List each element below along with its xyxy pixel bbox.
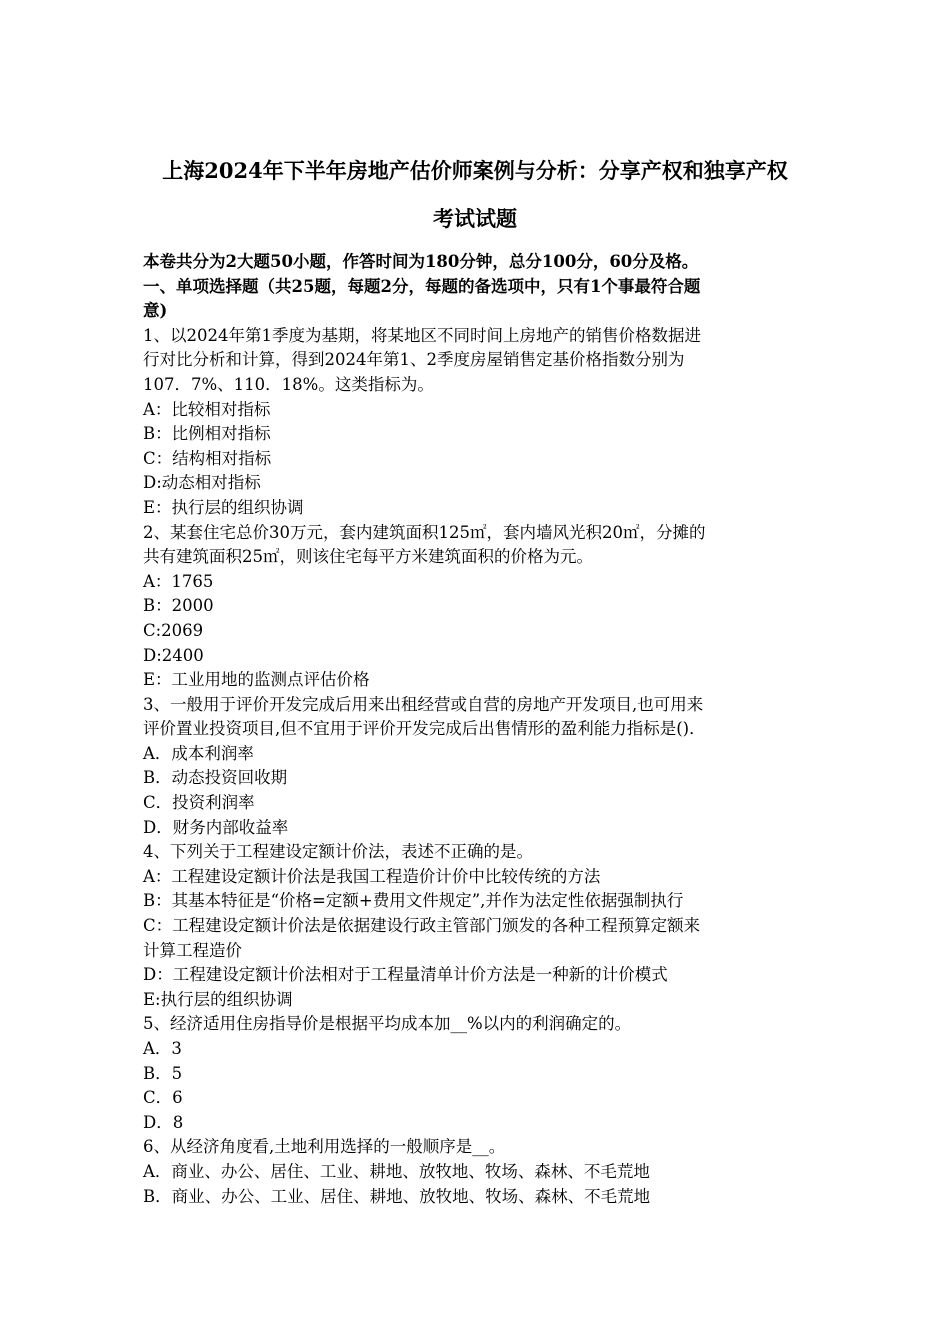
question-1-stem: 107．7%、110．18%。这类指标为。 xyxy=(143,374,434,394)
question-4-option-b: B：其基本特征是“价格=定额+费用文件规定”,并作为法定性依据强制执行 xyxy=(143,891,684,911)
question-1-option-b: B：比例相对指标 xyxy=(143,424,271,444)
question-4-option-a: A：工程建设定额计价法是我国工程造价计价中比较传统的方法 xyxy=(143,866,601,886)
question-2-option-a: A：1765 xyxy=(143,571,214,591)
question-2-stem: 2、某套住宅总价30万元，套内建筑面积125㎡，套内墙风光积20㎡，分摊的 xyxy=(143,522,706,542)
question-5-stem: 5、经济适用住房指导价是根据平均成本加__%以内的利润确定的。 xyxy=(143,1014,632,1034)
question-3-stem: 3、一般用于评价开发完成后用来出租经营或自营的房地产开发项目,也可用来 xyxy=(143,694,704,714)
question-4-option-c: C：工程建设定额计价法是依据建设行政主管部门颁发的各种工程预算定额来 xyxy=(143,916,701,936)
question-6-option-a: A．商业、办公、居住、工业、耕地、放牧地、牧场、森林、不毛荒地 xyxy=(143,1161,650,1181)
question-5-option-a: A．3 xyxy=(143,1039,182,1058)
question-4-option-d: D：工程建设定额计价法相对于工程量清单计价方法是一种新的计价模式 xyxy=(143,965,668,985)
question-3-option-b: B．动态投资回收期 xyxy=(143,768,288,788)
question-3-option-c: C．投资利润率 xyxy=(143,793,255,813)
question-5-option-c: C．6 xyxy=(143,1088,183,1108)
question-3-option-a: A．成本利润率 xyxy=(143,743,254,763)
question-5-option-b: B．5 xyxy=(143,1063,183,1083)
question-3-option-d: D．财务内部收益率 xyxy=(143,817,289,837)
question-2-stem: 共有建筑面积25㎡，则该住宅每平方米建筑面积的价格为元。 xyxy=(143,547,593,567)
question-1-option-a: A：比较相对指标 xyxy=(143,399,271,419)
section-heading: 一、单项选择题（共25题，每题2分，每题的备选项中，只有1个事最符合题 xyxy=(143,276,701,296)
document-body xyxy=(143,250,813,1209)
question-5-option-d: D．8 xyxy=(143,1112,184,1132)
section-heading-line2: 意) xyxy=(143,301,168,321)
question-1-stem: 行对比分析和计算，得到2024年第1、2季度房屋销售定基价格指数分别为 xyxy=(143,350,685,370)
document-title: 上海2024年下半年房地产估价师案例与分析：分享产权和独享产权 xyxy=(162,158,788,183)
question-6-option-b: B．商业、办公、工业、居住、耕地、放牧地、牧场、森林、不毛荒地 xyxy=(143,1186,651,1206)
question-1-option-e: E：执行层的组织协调 xyxy=(143,497,304,517)
question-1-option-c: C：结构相对指标 xyxy=(143,448,272,468)
question-2-option-b: B：2000 xyxy=(143,596,214,616)
question-4-stem: 4、下列关于工程建设定额计价法，表述不正确的是。 xyxy=(143,842,533,862)
question-2-option-d: D:2400 xyxy=(143,645,204,665)
question-1-stem: 1、以2024年第1季度为基期，将某地区不同时间上房地产的销售价格数据进 xyxy=(143,325,701,345)
exam-intro: 本卷共分为2大题50小题，作答时间为180分钟，总分100分，60分及格。 xyxy=(143,252,699,271)
document-title-line2: 考试试题 xyxy=(433,206,517,231)
question-4-option-c-continued: 计算工程造价 xyxy=(143,940,242,960)
question-4-option-e: E:执行层的组织协调 xyxy=(143,989,293,1009)
question-6-stem: 6、从经济角度看,土地利用选择的一般顺序是__。 xyxy=(143,1137,506,1157)
question-1-option-d: D:动态相对指标 xyxy=(143,473,261,493)
question-2-option-e: E：工业用地的监测点评估价格 xyxy=(143,670,370,690)
question-2-option-c: C:2069 xyxy=(143,620,204,640)
question-3-stem: 评价置业投资项目,但不宜用于评价开发完成后出售情形的盈利能力指标是()． xyxy=(143,719,706,739)
